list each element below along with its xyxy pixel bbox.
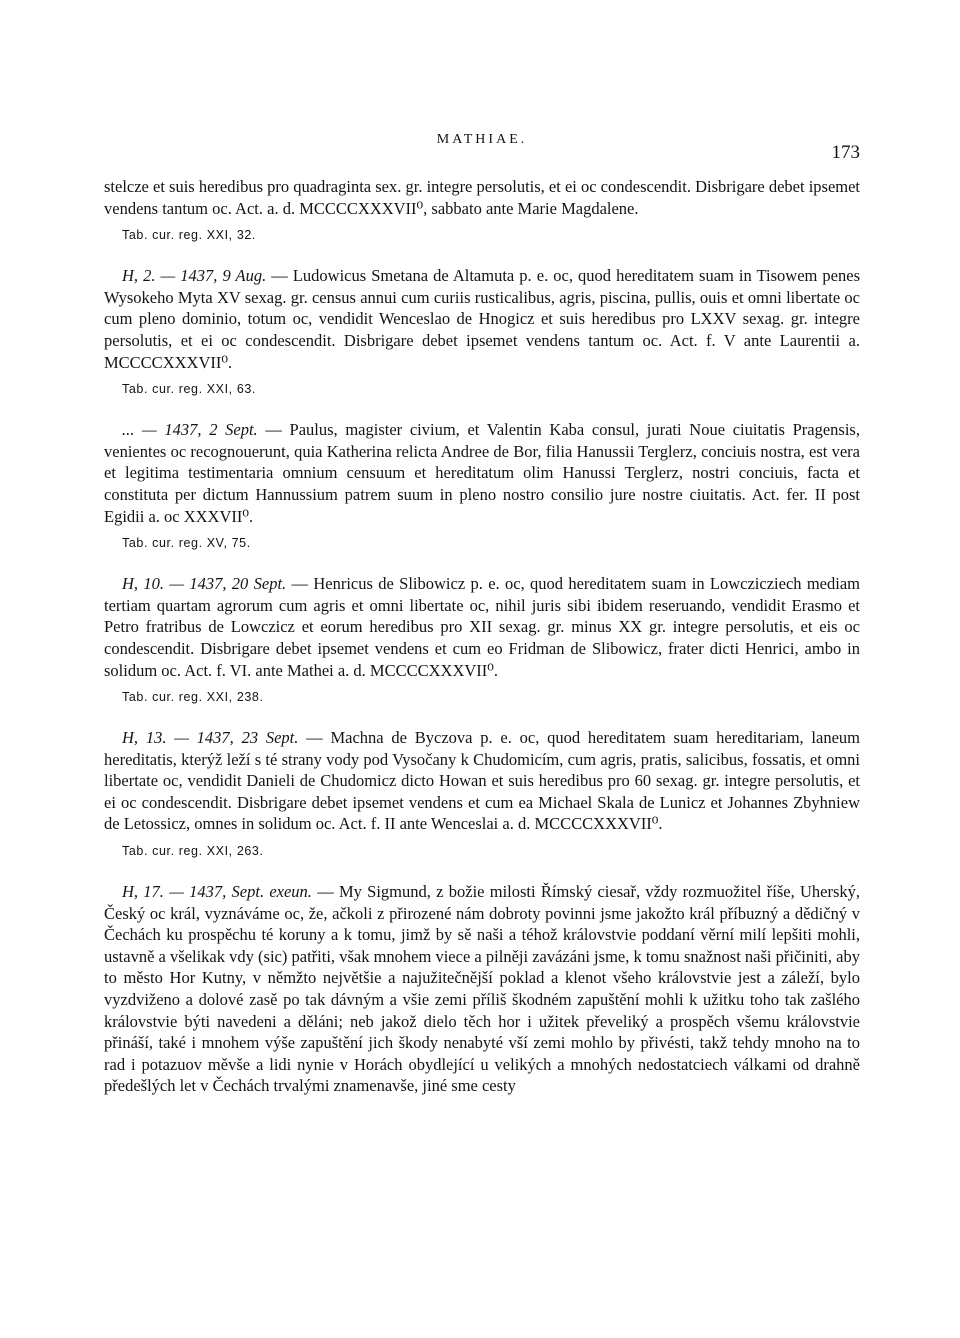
page-number: 173 xyxy=(831,142,860,163)
running-title: MATHIAE. xyxy=(436,132,528,147)
entry-paragraph xyxy=(104,727,860,835)
source-citation: Tab. cur. reg. XXI, 32. xyxy=(122,228,257,243)
entry-reference: H, 2. — 1437, 9 Aug. xyxy=(122,266,267,286)
source-citation: Tab. cur. reg. XXI, 263. xyxy=(122,844,264,859)
source-citation: Tab. cur. reg. XXI, 63. xyxy=(122,382,257,397)
entry-text: — My Sigmund, z božie milosti Římský ciesař, vždy rozmuožitel říše, Uherský, Český oc král, vyznáváme oc, že, ačkoli z přirozené nám dobroty povinni jsme jakožto král příbuzný a dědičný v Čechách ku prospěchu té koruny a k tomu, jimž by sě naši a téhož královstvie poddaní věrní milí lepšiti mohli, ustavně a všelikak vdy (sic) patřiti, však mnohem viece a pilněji zavázáni jsme, k tomu snažnost naši přičiniti, aby to město Hor Kutny, v němžto největšie a najužitečnější poklad a klenot všeho královstvie jest a záleží, bylo vyzdviženo a dolové zasě po tak dávným a všie zemi příliš škodném zapuštění mohli k užitku toho tak zašlého královstvie býti navedeni a děláni; neb jakož dielo těch hor i užitek převeliký a prospěch všemu královstvie přináší, také i mnohem výše zapuštění jich škody nenabyté vší zemi mohlo by přivésti, takž tehdy mnoho na to rad i potazuov měvše a lidi nynie v Horách obydlející u velikých a mnohých nedostatciech válkami od drahně předešlých let v Čechách trvalými znamenavše, jiné sme cesty xyxy=(104,882,860,1096)
entry-reference: H, 13. — 1437, 23 Sept. xyxy=(122,728,299,748)
entry-paragraph xyxy=(104,881,860,1097)
entry-reference: H, 17. — 1437, Sept. exeun. xyxy=(122,882,312,902)
entry-text: — Henricus de Slibowicz p. e. oc, quod hereditatem suam in Lowczicziech mediam tertiam quartam agrorum cum agris et omni libertate oc, nihil juris sibi ibidem reseruando, vendidit Erasmo et Petro fratribus de Lowczicz et eorum heredibus pro XII sexag. gr. minus XX gr. integre persolutis, et eis oc condescendit. Disbrigare debet ipsemet vendens et cum eo Fridman de Slibowicz, frater dicti Henrici, ambo in solidum oc. Act. f. VI. ante Mathei a. d. MCCCCXXXVII⁰. xyxy=(104,574,860,680)
entry-paragraph xyxy=(104,573,860,681)
entry-reference: H, 10. — 1437, 20 Sept. xyxy=(122,574,287,594)
entry-text: — Machna de Byczova p. e. oc, quod hereditatem suam hereditariam, laneum hereditatis, kterýž leží s té strany vody pod Vysočany k Chudomicím, cum agris, pratis, salicibus, fossatis, et omni libertate oc, vendidit Danieli de Chudomicz dicto Howan et suis heredibus pro 60 sexag. gr. integre persolutis, et ei oc condescendit. Disbrigare debet ipsemet vendens et cum ea Michael Skala de Lunicz et Johannes Zbyhniew de Letossicz, omnes in solidum oc. Act. f. II ante Wenceslai a. d. MCCCCXXXVII⁰. xyxy=(104,728,860,834)
entry-paragraph xyxy=(104,176,860,219)
entry-text: stelcze et suis heredibus pro quadraginta sex. gr. integre persolutis, et ei oc condescendit. Disbrigare debet ipsemet vendens tantum oc. Act. a. d. MCCCCXXXVII⁰, sabbato ante Marie Magdalene. xyxy=(104,177,861,218)
entry-text: — Paulus, magister civium, et Valentin Kaba consul, jurati Noue ciuitatis Pragensis, venientes oc recognouerunt, quia Katherina relicta Andree de Bor, filia Hanussii Terglerz, conciuis nostra, est vera et legitima testimentaria omnium censuum et hereditatum olim Hanussi Terglerz, nostri conciuis, facta et constituta per dictum Hannussium patrem suum in pleno nostro consilio jure nostre ciuitatis. Act. fer. II post Egidii a. oc XXXVII⁰. xyxy=(104,420,860,526)
source-citation: Tab. cur. reg. XXI, 238. xyxy=(122,690,264,705)
entry-paragraph xyxy=(104,419,860,527)
page-header xyxy=(104,132,860,172)
source-citation: Tab. cur. reg. XV, 75. xyxy=(122,536,251,551)
entry-text: — Ludowicus Smetana de Altamuta p. e. oc, quod hereditatem suam in Tisowem penes Wysokeho Myta XV sexag. gr. census annui cum curiis rusticalibus, agris, piscina, pullis, ouis et omni libertate oc cum pleno dominio, totum oc, vendidit Wenceslao de Hnogicz et suis heredibus pro LXXV sexag. gr. integre persolutis, et ei oc condescendit. Disbrigare debet ipsemet vendens tantum oc. Act. f. V ante Laurentii a. MCCCCXXXVII⁰. xyxy=(104,266,860,372)
entry-paragraph xyxy=(104,265,860,373)
entry-reference: ... — 1437, 2 Sept. xyxy=(122,420,258,440)
document-body xyxy=(104,176,860,1097)
